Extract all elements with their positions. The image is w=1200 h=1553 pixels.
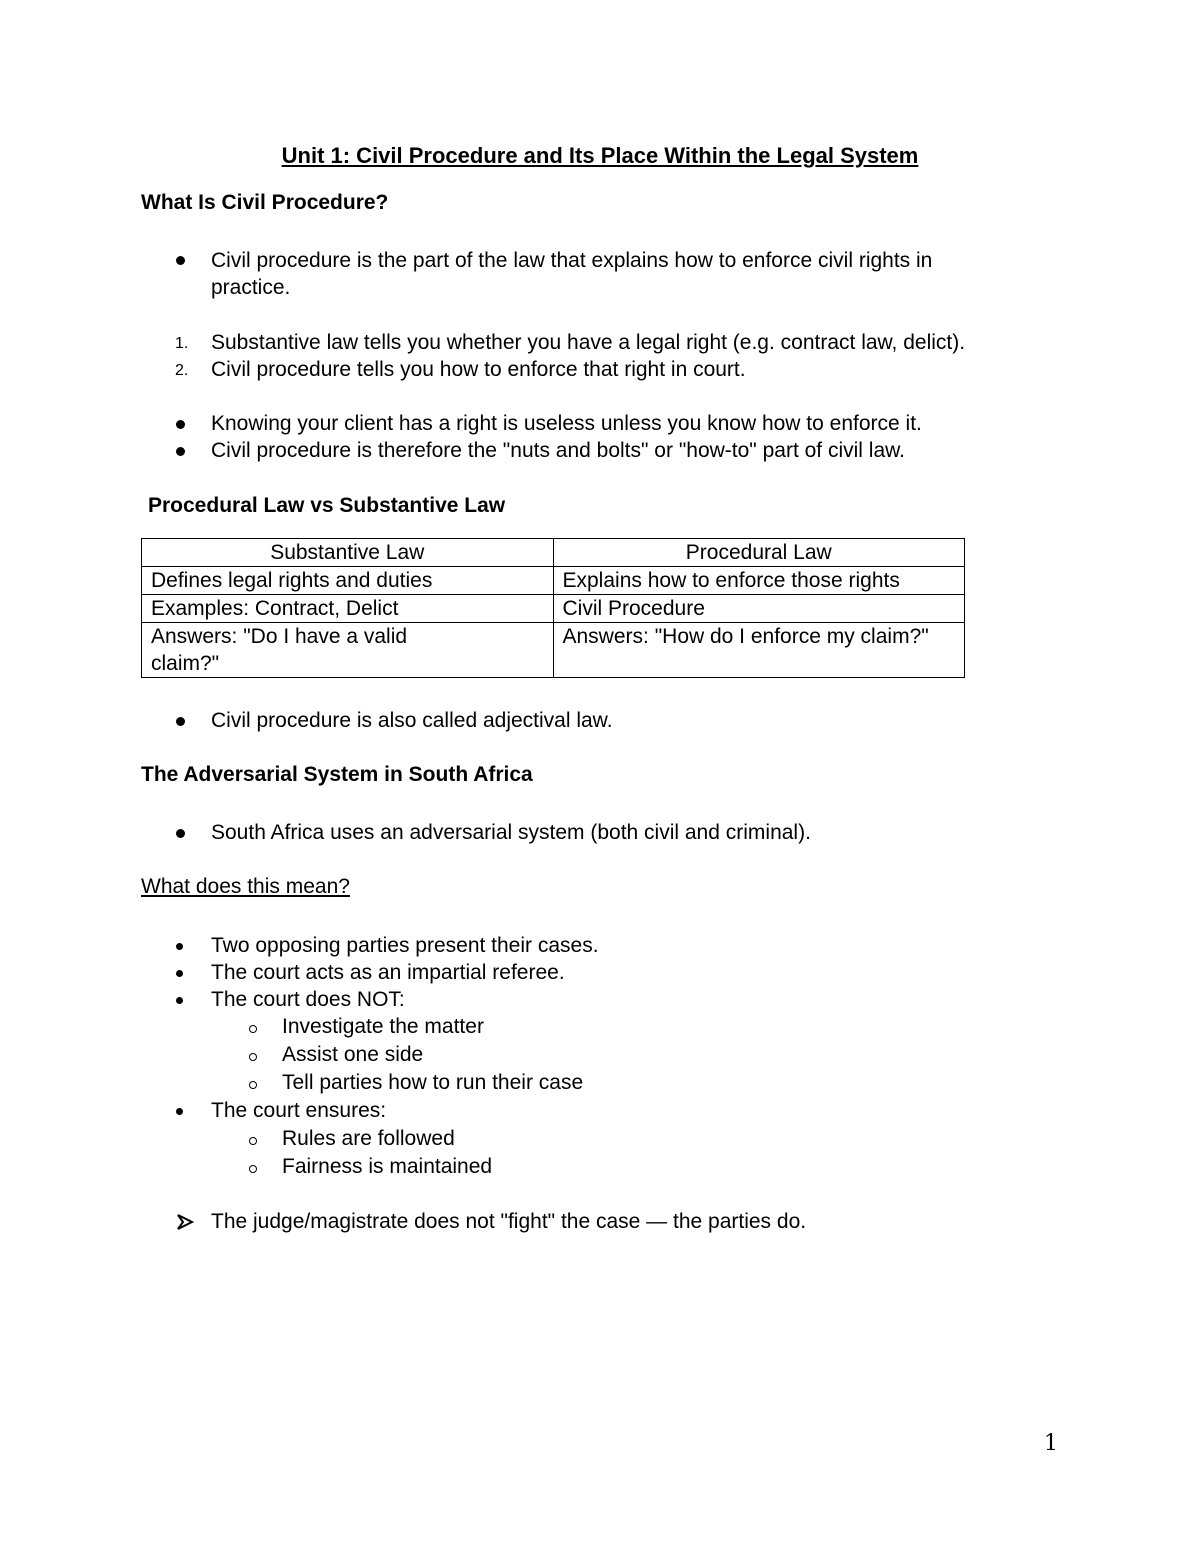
list-item-continuation: practice. [211, 276, 291, 299]
section-heading-what-is-civil-procedure: What Is Civil Procedure? [141, 191, 389, 214]
list-item: Civil procedure is the part of the law that explains how to enforce civil rights in [211, 249, 933, 272]
table-cell: Answers: "How do I enforce my claim?" [553, 623, 965, 678]
comparison-table [141, 538, 965, 678]
list-number: 2. [175, 362, 189, 379]
sub-list-item: Fairness is maintained [282, 1155, 493, 1178]
list-number: 1. [175, 335, 189, 352]
bullet-icon [176, 1108, 183, 1115]
list-item: Two opposing parties present their cases. [211, 934, 599, 957]
list-item: Civil procedure is therefore the "nuts and bolts" or "how-to" part of civil law. [211, 439, 905, 462]
list-item: Knowing your client has a right is useless unless you know how to enforce it. [211, 412, 922, 435]
table-header-cell: Procedural Law [553, 539, 965, 567]
section-heading-procedural-vs-substantive: Procedural Law vs Substantive Law [148, 494, 506, 517]
table-cell: Examples: Contract, Delict [142, 595, 554, 623]
list-item: The court ensures: [211, 1099, 387, 1122]
bullet-icon [176, 420, 185, 429]
section-heading-adversarial-system: The Adversarial System in South Africa [141, 763, 533, 786]
table-cell: Civil Procedure [553, 595, 965, 623]
arrowhead-bullet-icon [176, 1212, 196, 1232]
table-header-row [142, 539, 965, 567]
numbered-item: Civil procedure tells you how to enforce that right in court. [211, 358, 746, 381]
bullet-icon [176, 997, 183, 1004]
circle-bullet-icon [249, 1053, 257, 1061]
sub-list-item: Investigate the matter [282, 1015, 484, 1038]
table-cell: Defines legal rights and duties [142, 567, 554, 595]
sub-list-item: Rules are followed [282, 1127, 455, 1150]
page-title: Unit 1: Civil Procedure and Its Place Within the Legal System [281, 143, 919, 168]
bullet-icon [176, 970, 183, 977]
list-item: Civil procedure is also called adjectival law. [211, 709, 613, 732]
subheading-what-does-this-mean: What does this mean? [141, 875, 350, 898]
circle-bullet-icon [249, 1165, 257, 1173]
bullet-icon [176, 256, 185, 265]
list-item: The court acts as an impartial referee. [211, 961, 565, 984]
conclusion-item: The judge/magistrate does not "fight" the case — the parties do. [211, 1210, 807, 1233]
bullet-icon [176, 829, 185, 838]
table-cell: Explains how to enforce those rights [553, 567, 965, 595]
bullet-icon [176, 447, 185, 456]
table-cell [142, 623, 554, 678]
circle-bullet-icon [249, 1137, 257, 1145]
circle-bullet-icon [249, 1081, 257, 1089]
circle-bullet-icon [249, 1025, 257, 1033]
numbered-item: Substantive law tells you whether you have a legal right (e.g. contract law, delict). [211, 331, 966, 354]
sub-list-item: Assist one side [282, 1043, 424, 1066]
list-item: South Africa uses an adversarial system (both civil and criminal). [211, 821, 811, 844]
sub-list-item: Tell parties how to run their case [282, 1071, 584, 1094]
bullet-icon [176, 943, 183, 950]
page-number: 1 [1044, 1431, 1058, 1456]
list-item: The court does NOT: [211, 988, 405, 1011]
table-row [142, 567, 965, 595]
table-row [142, 623, 965, 678]
table-cell-text: Answers: "Do I have a valid claim?" [151, 625, 408, 675]
bullet-icon [176, 717, 185, 726]
table-row [142, 595, 965, 623]
table-header-cell: Substantive Law [142, 539, 554, 567]
